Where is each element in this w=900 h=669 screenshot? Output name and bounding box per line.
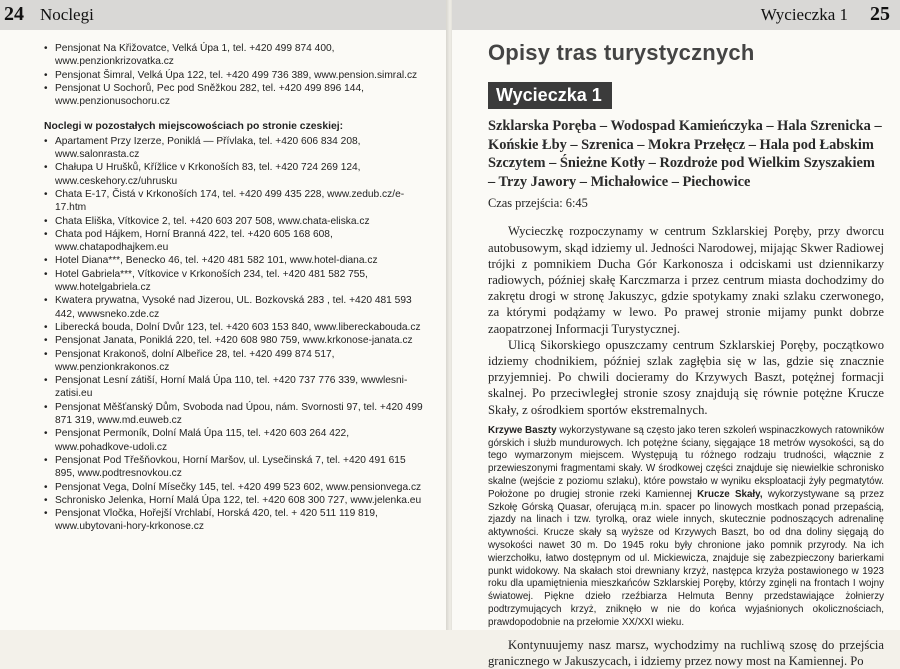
list-item: • Hotel Gabriela***, Vítkovice v Krkonoších 234, tel. +420 481 582 755, www.hotelgabriela.cz: [44, 268, 424, 295]
list-item: • Chata pod Hájkem, Horní Branná 422, tel. +420 605 168 608, www.chatapodhajkem.eu: [44, 228, 424, 255]
left-page: [0, 0, 448, 630]
list-item: • Chałupa U Hrušků, Křížlice v Krkonoších 83, tel. +420 724 269 124, www.ceskehory.cz/uhrusku: [44, 161, 424, 188]
list-item: • Pensjonat Pod Třešňovkou, Horní Maršov, ul. Lysečinská 7, tel. +420 491 615 895, www.podtresnovkou.cz: [44, 454, 424, 481]
section-heading: Noclegi w pozostałych miejscowościach po stronie czeskiej:: [44, 121, 344, 133]
list-item: • Pensjonat Na Křižovatce, Velká Úpa 1, tel. +420 499 874 400, www.penzionkrizovatka.cz: [44, 42, 424, 69]
paragraph-3: Kontynuujemy nasz marsz, wychodzimy na ruchliwą szosę do przejścia granicznego w Jakuszycach, i idziemy przez nowy most na Kamiennej. Po: [488, 637, 884, 668]
left-page-number: 24: [4, 3, 24, 25]
info-box-term-1: Krzywe Baszty: [488, 424, 557, 436]
left-running-header: [0, 0, 448, 30]
paragraph-1: Wycieczkę rozpoczynamy w centrum Szklarskiej Poręby, przy dworcu autobusowym, skąd idziemy ul. Jedności Narodowej, mijając Skwer Radiowej trójki z pomnikiem Ducha Gór Karkonosza i odciskami ust dziennikarzy radiowych, później skałę Karczmarza i przez centrum miasta dochodzimy do zakrętu drogi w stronę Jakuszyc, gdzie spotykamy znaki szlaku czerwonego, za którymi podążamy w lewo. Po prawej stronie mijamy punkt dobrze zaopatrzonej Informacji Turystycznej.: [488, 224, 884, 336]
trip-badge: Wycieczka 1: [488, 82, 612, 109]
list-item: • Kwatera prywatna, Vysoké nad Jizerou, UL. Bozkovská 283 , tel. +420 481 593 442, wwwsneko.zde.cz: [44, 294, 424, 321]
section-title: Opisy tras turystycznych: [488, 40, 755, 65]
list-item: • Pensjonat Lesní zátiší, Horní Malá Úpa 110, tel. +420 737 776 339, wwwlesni-zatisi.eu: [44, 374, 424, 401]
list-item: • Hotel Diana***, Benecko 46, tel. +420 481 582 101, www.hotel-diana.cz: [44, 254, 424, 267]
left-header-title: Noclegi: [40, 5, 94, 24]
accommodation-list-other: [44, 135, 424, 534]
list-item: • Pensjonat Krakonoš, dolní Albeřice 28, tel. +420 499 874 517, www.penzionkrakonos.cz: [44, 348, 424, 375]
info-box-term-2: Krucze Skały,: [697, 488, 763, 500]
list-item: • Pensjonat Permoník, Dolní Malá Úpa 115, tel. +420 603 264 422, www.pohadkove-udoli.cz: [44, 427, 424, 454]
info-box: [488, 425, 884, 630]
info-box-text-2: wykorzystywane są przez Szkołę Górską Quasar, oferującą m.in. spacer po linowych mostkach ponad przepaścią, zjazdy na linach i tzw. tyrolką, oraz wiele innych, skutecznie podnoszących adrenalinę aktywności. Krucze skały są wyższe od Krzywych Baszt, bo od dna doliny sięgają do wysokości nawet 30 m. Do 1945 roku były chronione jako pomnik przyrody. Na ich wierzchołku, łatwo dostępnym od ul. Mickiewicza, znajduje się zabezpieczony barierkami punkt widokowy. Na skałach stoi drewniany krzyż, następca krzyża postawionego w 1923 roku dla upamiętnienia mieszkańców Szklarskiej Poręby, którzy zginęli na frontach I wojny światowej. Piękne dzieło rzeźbiarza Helmuta Benny przedstawiające żołnierzy podtrzymujących krzyż, zniknęło w nie do końca wyjaśnionych okolicznościach, prawdopodobnie na przełomie XX/XXI wieku.: [488, 488, 884, 628]
list-item: • Apartament Przy Izerze, Poniklá — Přívlaka, tel. +420 606 834 208, www.salonrasta.cz: [44, 135, 424, 162]
paragraph-2: Ulicą Sikorskiego opuszczamy centrum Szklarskiej Poręby, początkowo idziemy chodnikiem, później szlak zagłębia się w las, gdzie się znacznie przyjemniej. Po chwili docieramy do Krzywych Baszt, potężnej formacji skalnej. Po przeciwległej stronie szosy znajdują się równie potężne Krucze Skały, z ośrodkiem sportów ekstremalnych.: [488, 337, 884, 417]
accommodation-list-top: [44, 42, 424, 108]
right-header-title: Wycieczka 1: [760, 5, 848, 24]
list-item: • Pensjonat Vločka, Hořejší Vrchlabí, Horská 420, tel. + 420 511 119 819, www.ubytovani-hory-krkonose.cz: [44, 507, 424, 534]
list-item: • Pensjonat U Sochorů, Pec pod Sněžkou 282, tel. +420 499 896 144, www.penzionusochoru.cz: [44, 82, 424, 109]
list-item: • Pensjonat Měšťanský Dům, Svoboda nad Úpou, nám. Svornosti 97, tel. +420 499 871 319, www.md.euweb.cz: [44, 401, 424, 428]
list-item: • Chata E-17, Čistá v Krkonoších 174, tel. +420 499 435 228, www.zedub.cz/e-17.htm: [44, 188, 424, 215]
list-item: • Liberecká bouda, Dolní Dvůr 123, tel. +420 603 153 840, www.libereckabouda.cz: [44, 321, 424, 334]
list-item: • Pensjonat Janata, Poniklá 220, tel. +420 608 980 759, www.krkonose-janata.cz: [44, 334, 424, 347]
list-item: • Schronisko Jelenka, Horní Malá Úpa 122, tel. +420 608 300 727, www.jelenka.eu: [44, 494, 424, 507]
travel-time: Czas przejścia: 6:45: [488, 196, 588, 211]
route-title: Szklarska Poręba – Wodospad Kamieńczyka – Hala Szrenicka – Końskie Łby – Szrenica – Mokra Przełęcz – Hala pod Łabskim Szczytem – Śnieżne Kotły – Rozdroże pod Wielkim Szyszakiem – Trzy Jawory – Michałowice – Piechowice: [488, 118, 882, 190]
right-page-number: 25: [870, 3, 890, 25]
trip-description: [488, 40, 884, 669]
accommodation-list-area: [44, 42, 424, 534]
list-item: • Pensjonat Šimral, Velká Úpa 122, tel. +420 499 736 389, www.pension.simral.cz: [44, 69, 424, 82]
list-item: • Pensjonat Vega, Dolní Mísečky 145, tel. +420 499 523 602, www.pensionvega.cz: [44, 481, 424, 494]
right-running-header: [452, 0, 900, 30]
info-box-text-1: wykorzystywane są często jako teren szkoleń wspinaczkowych ratowników górskich i służb mundurowych. Ich potężne ściany, sięgające 18 metrów wysokości, są do tego wymarzonym miejscem. Występują tu różnego rodzaju trudności, włącznie z przewieszonymi fragmentami skały. W środkowej części znajduje się niewielkie schronisko skalne (wejście z poziomu szlaku), które powstało w wyniku eksploatacji żyły pegmatytów. Położone po drugiej stronie rzeki Kamiennej: [488, 424, 884, 500]
list-item: • Chata Eliška, Vítkovice 2, tel. +420 603 207 508, www.chata-eliska.cz: [44, 215, 424, 228]
right-page: [452, 0, 900, 668]
